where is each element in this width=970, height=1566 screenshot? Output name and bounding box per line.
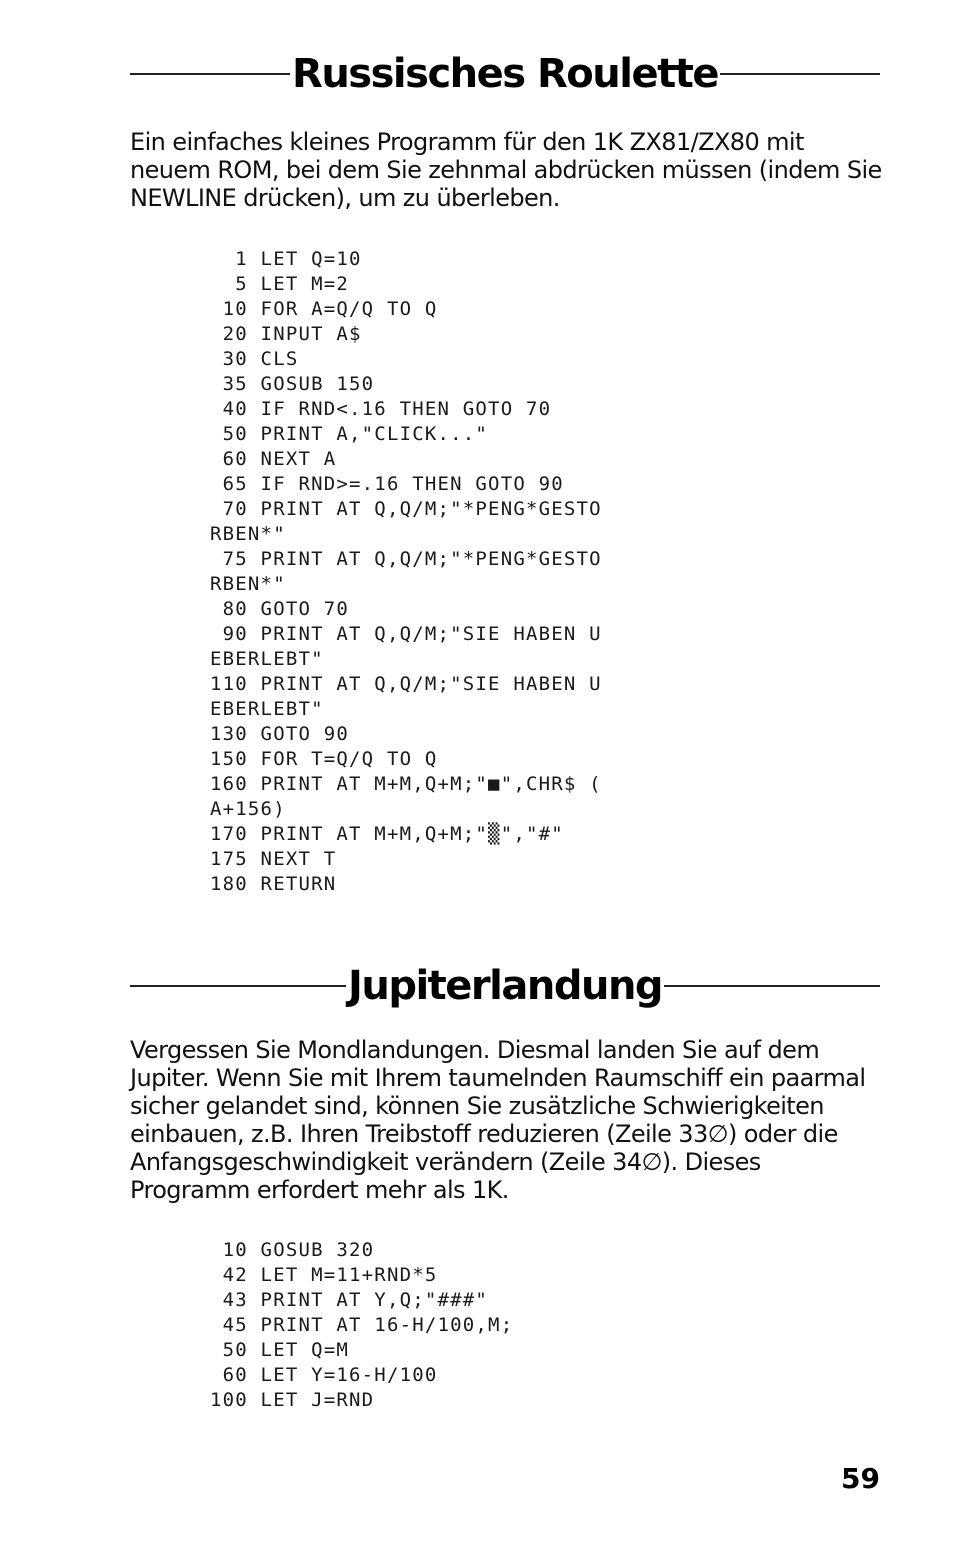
program-listing-jupiter (210, 1238, 710, 1413)
code-line: EBERLEBT" (210, 648, 324, 670)
code-line: 170 PRINT AT M+M,Q+M;"▒","#" (210, 823, 564, 845)
section-title: Jupiterlandung (347, 963, 663, 1009)
code-line: 40 IF RND<.16 THEN GOTO 70 (210, 398, 552, 420)
section-heading-russisches-roulette (130, 51, 880, 97)
code-line: 110 PRINT AT Q,Q/M;"SIE HABEN U (210, 673, 602, 695)
code-line: 5 LET M=2 (210, 273, 350, 295)
code-line: 150 FOR T=Q/Q TO Q (210, 748, 438, 770)
heading-rule-left (130, 73, 290, 75)
heading-rule-left (130, 985, 346, 987)
code-line: RBEN*" (210, 573, 286, 595)
code-line: 50 PRINT A,"CLICK..." (210, 423, 489, 445)
code-line: A+156) (210, 798, 286, 820)
code-line: 20 INPUT A$ (210, 323, 362, 345)
code-line: 80 GOTO 70 (210, 598, 350, 620)
code-line: 10 FOR A=Q/Q TO Q (210, 298, 438, 320)
section-intro: Ein einfaches kleines Programm für den 1K ZX81/ZX80 mit neuem ROM, bei dem Sie zehnmal abdrücken müssen (indem Sie NEWLINE drücken), um zu überleben. (130, 128, 882, 212)
code-line: 65 IF RND>=.16 THEN GOTO 90 (210, 473, 564, 495)
code-line: 35 GOSUB 150 (210, 373, 375, 395)
code-line: 180 RETURN (210, 873, 337, 895)
code-line: 90 PRINT AT Q,Q/M;"SIE HABEN U (210, 623, 602, 645)
program-listing-roulette (210, 247, 710, 897)
section-title: Russisches Roulette (292, 51, 718, 97)
section-heading-jupiterlandung (130, 963, 880, 1009)
code-line: 70 PRINT AT Q,Q/M;"*PENG*GESTO (210, 498, 602, 520)
code-line: 43 PRINT AT Y,Q;"###" (210, 1289, 489, 1311)
heading-rule-right (664, 985, 880, 987)
code-line: 60 NEXT A (210, 448, 337, 470)
code-line: 100 LET J=RND (210, 1389, 375, 1411)
code-line: 50 LET Q=M (210, 1339, 350, 1361)
code-line: 175 NEXT T (210, 848, 337, 870)
code-line: 160 PRINT AT M+M,Q+M;"■",CHR$ ( (210, 773, 602, 795)
heading-rule-right (720, 73, 880, 75)
code-line: 1 LET Q=10 (210, 248, 362, 270)
code-line: 60 LET Y=16-H/100 (210, 1364, 438, 1386)
code-line: 45 PRINT AT 16-H/100,M; (210, 1314, 514, 1336)
code-line: EBERLEBT" (210, 698, 324, 720)
code-line: 130 GOTO 90 (210, 723, 350, 745)
page-number: 59 (841, 1462, 880, 1495)
code-line: 42 LET M=11+RND*5 (210, 1264, 438, 1286)
section-intro: Vergessen Sie Mondlandungen. Diesmal landen Sie auf dem Jupiter. Wenn Sie mit Ihrem taumelnden Raumschiff ein paarmal sicher gelandet sind, können Sie zusätzliche Schwierigkeiten einbauen, z.B. Ihren Treibstoff reduzieren (Zeile 33∅) oder die Anfangsgeschwindigkeit verändern (Zeile 34∅). Dieses Programm erfordert mehr als 1K. (130, 1036, 866, 1204)
code-line: 30 CLS (210, 348, 299, 370)
code-line: RBEN*" (210, 523, 286, 545)
code-line: 10 GOSUB 320 (210, 1239, 375, 1261)
code-line: 75 PRINT AT Q,Q/M;"*PENG*GESTO (210, 548, 602, 570)
